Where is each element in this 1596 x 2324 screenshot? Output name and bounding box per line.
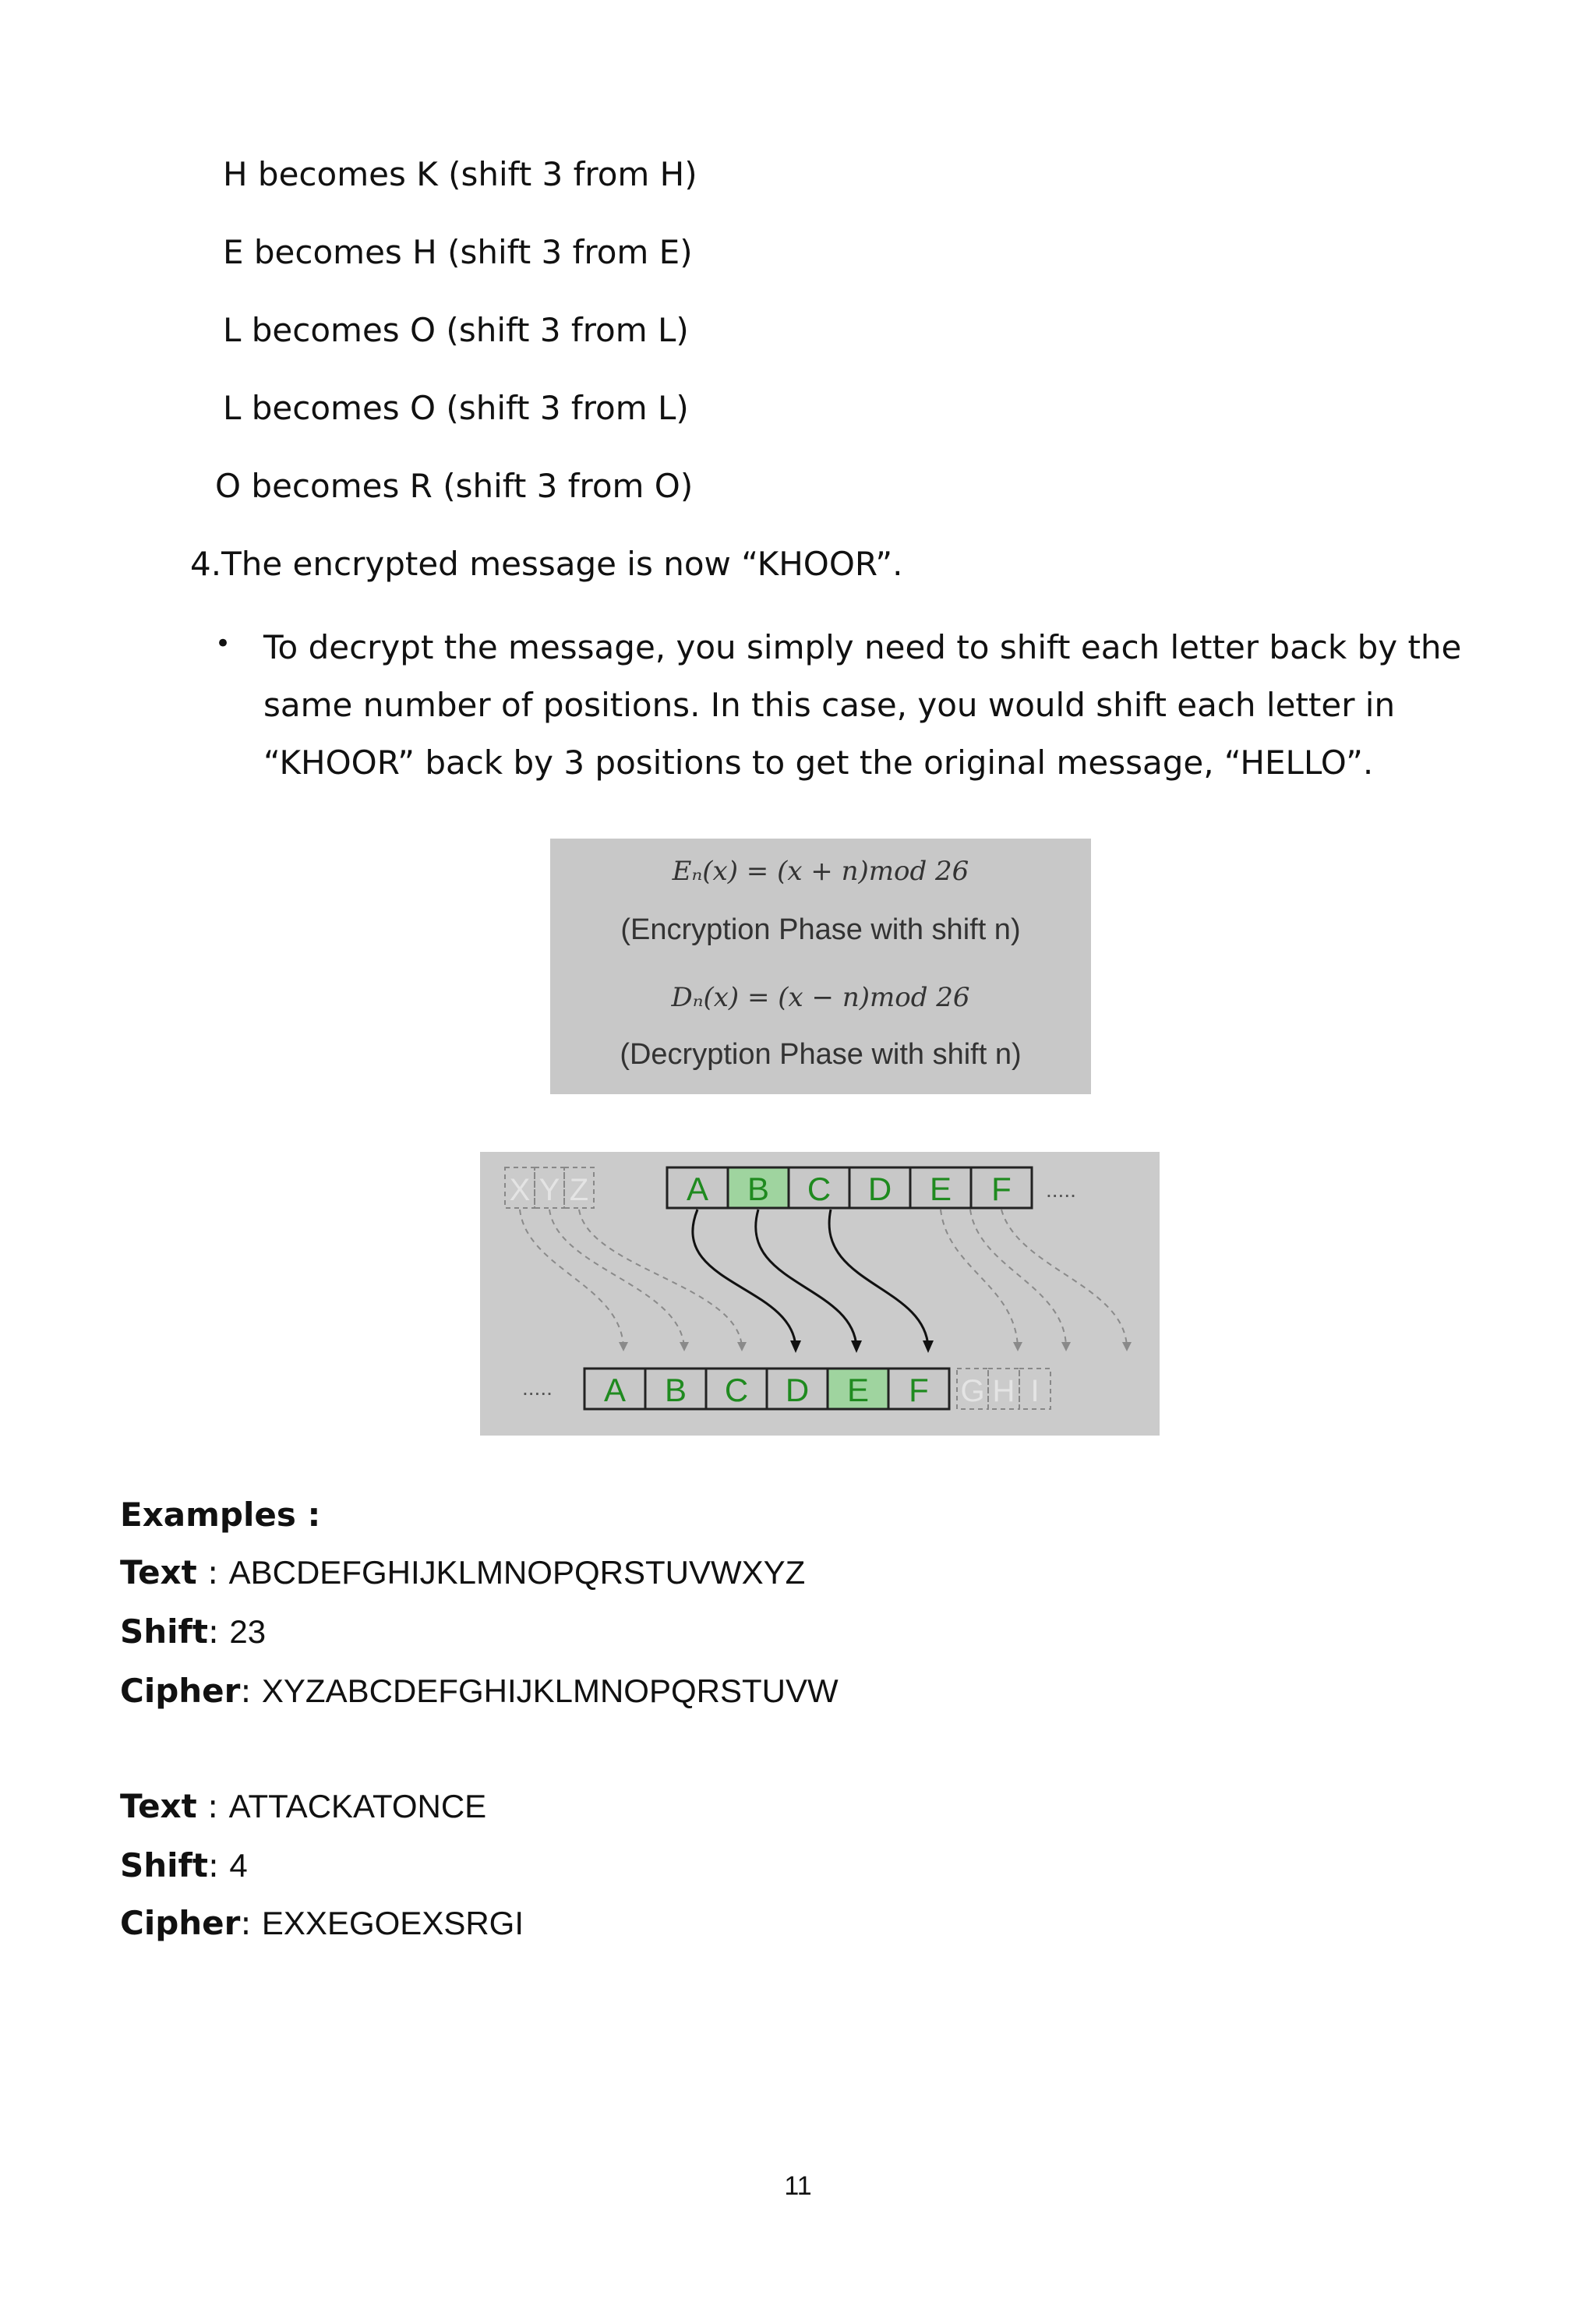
shift-sep: : [207,1612,230,1651]
shift-line-l1: L becomes O (shift 3 from L) [223,311,689,349]
example1-cipher-line [120,1671,839,1711]
example1-text-line [120,1552,805,1593]
cipher-label: Cipher [120,1904,241,1942]
shift-diagram [480,1152,1160,1436]
top-cell-y: Y [538,1173,560,1207]
step-4-text: 4.The encrypted message is now “KHOOR”. [190,545,903,583]
shift-sep: : [207,1846,230,1884]
arrowhead-y [680,1342,689,1351]
bottom-cell-b: B [664,1372,687,1408]
top-cell-b: B [747,1171,770,1207]
top-cell-c: C [807,1171,832,1207]
shift-line-h: H becomes K (shift 3 from H) [223,155,697,193]
arrowhead-c [923,1340,934,1353]
examples-heading-text: Examples : [120,1496,321,1534]
bullet-dot: • [215,628,231,659]
example2-cipher-value: EXXEGOEXSRGI [261,1905,524,1941]
shift-line-e: E becomes H (shift 3 from E) [223,233,693,271]
shift-line-l2: L becomes O (shift 3 from L) [223,389,689,427]
cipher-sep: : [240,1904,262,1942]
shift-label: Shift [120,1612,208,1651]
arrowhead-f [1122,1342,1132,1351]
bottom-cell-d: D [785,1372,810,1408]
arrow-a-to-d [693,1210,796,1347]
text-label: Text [120,1787,197,1825]
bottom-ellipsis: ..... [522,1376,553,1400]
text-sep: : [196,1787,229,1825]
arrowhead-x [619,1342,628,1351]
arrowhead-b [851,1340,862,1353]
arrow-z [579,1210,742,1347]
decrypt-paragraph: To decrypt the message, you simply need to shift each letter back by the same number of positions. In this case, you would shift each letter in “KHOOR” back by 3 positions to get the original message, “HELLO”. [263,628,1462,782]
example1-text-value: ABCDEFGHIJKLMNOPQRSTUVWXYZ [228,1554,806,1591]
example1-shift-value: 23 [229,1613,267,1650]
example1-shift-line [120,1612,266,1652]
bottom-cell-c: C [724,1372,749,1408]
text-label: Text [120,1553,197,1591]
top-cell-f: F [991,1171,1012,1207]
shift-diagram-svg [480,1152,1160,1436]
cipher-sep: : [240,1672,262,1710]
decryption-label: (Decryption Phase with shift n) [620,1038,1022,1071]
arrowhead-a [790,1340,801,1353]
top-cell-d: D [867,1171,892,1207]
top-ellipsis: ..... [1046,1178,1076,1202]
decryption-formula: Dₙ(x) = (x − n)mod 26 [671,982,970,1013]
top-cell-a: A [686,1171,709,1207]
top-cell-x: X [509,1173,531,1207]
example1-cipher-value: XYZABCDEFGHIJKLMNOPQRSTUVW [261,1672,839,1709]
example2-text-line [120,1786,486,1827]
encryption-label: (Encryption Phase with shift n) [620,913,1021,946]
examples-heading [120,1495,320,1535]
top-cell-z: Z [569,1173,589,1207]
top-cell-e: E [929,1171,952,1207]
page-number: 11 [784,2171,812,2201]
arrow-e [970,1210,1066,1347]
example2-shift-line [120,1845,248,1886]
shift-label: Shift [120,1846,208,1884]
arrow-c-to-f [829,1210,928,1347]
example2-shift-value: 4 [229,1847,248,1884]
arrowhead-z [737,1342,747,1351]
text-sep: : [196,1553,229,1591]
shift-line-o: O becomes R (shift 3 from O) [215,467,694,505]
encryption-formula: Eₙ(x) = (x + n)mod 26 [672,856,969,887]
bottom-cell-a: A [603,1372,627,1408]
cipher-label: Cipher [120,1672,241,1710]
bottom-cell-f: F [909,1372,929,1408]
bottom-cell-g: G [960,1374,985,1408]
arrow-d [941,1210,1018,1347]
arrow-b-to-e [756,1210,856,1347]
arrowhead-e [1061,1342,1071,1351]
arrowhead-d [1013,1342,1022,1351]
arrow-x [520,1210,623,1347]
bottom-cell-e: E [846,1372,870,1408]
formula-figure [550,839,1091,1094]
example2-text-value: ATTACKATONCE [228,1788,487,1824]
bottom-cell-i: I [1030,1374,1040,1408]
arrow-f [1001,1210,1127,1347]
example2-cipher-line [120,1903,524,1944]
bottom-cell-h: H [992,1374,1015,1408]
